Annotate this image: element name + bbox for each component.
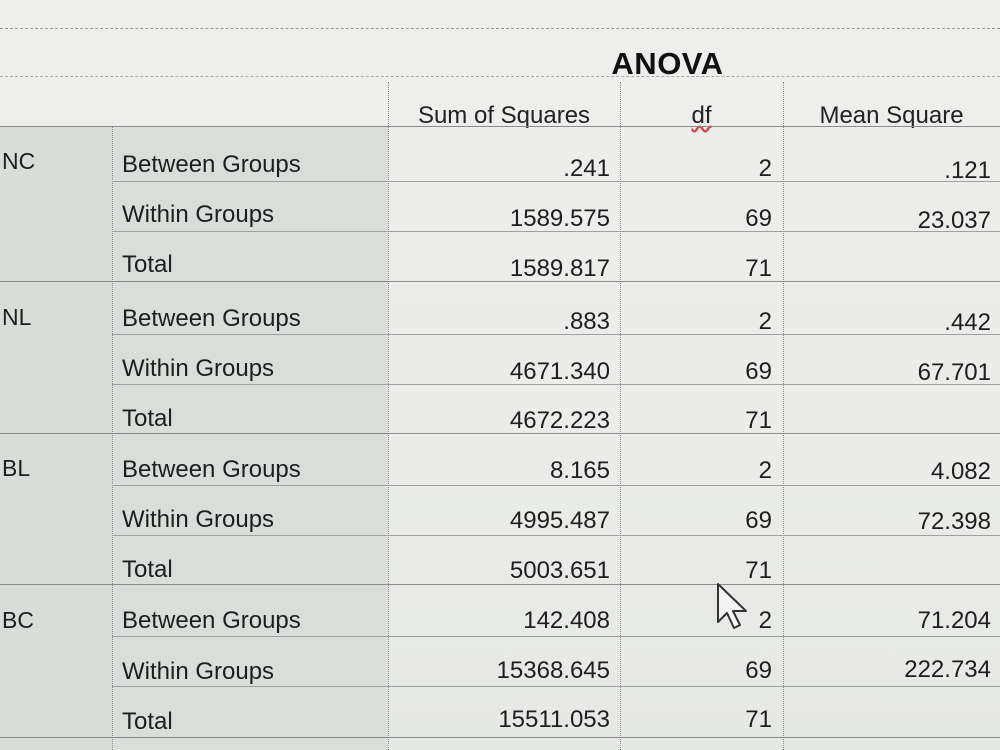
variable-label-bl: BL bbox=[2, 455, 31, 481]
row-label: Within Groups bbox=[122, 506, 275, 533]
header-sum-of-squares: Sum of Squares bbox=[417, 102, 591, 129]
cell-mean-square bbox=[783, 547, 991, 597]
grid-vline-variable bbox=[112, 126, 113, 750]
cell-sum-of-squares: 5003.651 bbox=[509, 557, 610, 584]
table-title: ANOVA bbox=[611, 46, 724, 81]
cell-df: 71 bbox=[745, 706, 772, 733]
cell-df: 2 bbox=[758, 607, 772, 634]
cell-sum-of-squares: 15511.053 bbox=[498, 706, 610, 733]
row-label: Total bbox=[122, 556, 173, 583]
cell-mean-square bbox=[783, 397, 991, 447]
row-label: Total bbox=[122, 708, 173, 735]
cell-sum-of-squares: 8.165 bbox=[549, 457, 610, 484]
cell-mean-square bbox=[783, 246, 991, 296]
row-label: Between Groups bbox=[122, 305, 301, 332]
header-bottom-line bbox=[0, 126, 1000, 127]
cell-df: 71 bbox=[745, 557, 772, 584]
row-label: Between Groups bbox=[122, 151, 301, 178]
cell-mean-square: 222.734 bbox=[904, 656, 991, 683]
cell-df: 2 bbox=[758, 457, 772, 484]
cell-sum-of-squares: 4995.487 bbox=[509, 507, 610, 534]
cell-sum-of-squares: .241 bbox=[563, 155, 610, 182]
row-label: Total bbox=[122, 251, 173, 278]
cell-df: 69 bbox=[745, 507, 772, 534]
row-label: Between Groups bbox=[122, 607, 301, 634]
cell-mean-square: .121 bbox=[944, 157, 991, 184]
cell-df: 69 bbox=[745, 205, 772, 232]
cell-df: 71 bbox=[745, 255, 772, 282]
cell-mean-square: 4.082 bbox=[930, 458, 991, 485]
table-top-border bbox=[0, 76, 1000, 77]
row-label: Total bbox=[122, 405, 173, 432]
cell-mean-square: 71.204 bbox=[917, 607, 991, 634]
cell-sum-of-squares: 1589.575 bbox=[509, 205, 610, 232]
row-label: Within Groups bbox=[122, 658, 275, 685]
cell-df: 69 bbox=[745, 358, 772, 385]
cell-sum-of-squares: 15368.645 bbox=[496, 657, 610, 684]
output-separator bbox=[0, 28, 1000, 29]
cell-df: 71 bbox=[745, 407, 772, 434]
cell-mean-square bbox=[783, 695, 991, 745]
cell-sum-of-squares: 142.408 bbox=[523, 607, 610, 634]
cell-df: 2 bbox=[758, 308, 772, 335]
cell-sum-of-squares: 1589.817 bbox=[509, 255, 610, 282]
cell-sum-of-squares: .883 bbox=[563, 308, 610, 335]
variable-label-nl: NL bbox=[2, 304, 32, 330]
row-label: Between Groups bbox=[122, 456, 301, 483]
cell-mean-square: 67.701 bbox=[917, 359, 991, 386]
cell-sum-of-squares: 4672.223 bbox=[509, 407, 610, 434]
row-label: Within Groups bbox=[122, 201, 275, 228]
cell-df: 69 bbox=[745, 657, 772, 684]
header-mean-square: Mean Square bbox=[819, 102, 964, 129]
variable-label-bc: BC bbox=[2, 607, 34, 633]
cell-mean-square: .442 bbox=[944, 309, 991, 336]
variable-column-shade bbox=[0, 126, 112, 750]
cell-sum-of-squares: 4671.340 bbox=[509, 358, 610, 385]
cell-df: 2 bbox=[758, 155, 772, 182]
mouse-pointer-icon bbox=[716, 582, 750, 630]
row-label: Within Groups bbox=[122, 355, 275, 382]
variable-label-nc: NC bbox=[2, 148, 36, 174]
cell-mean-square: 23.037 bbox=[917, 207, 991, 234]
cell-mean-square: 72.398 bbox=[917, 508, 991, 535]
header-df: df bbox=[691, 102, 712, 129]
